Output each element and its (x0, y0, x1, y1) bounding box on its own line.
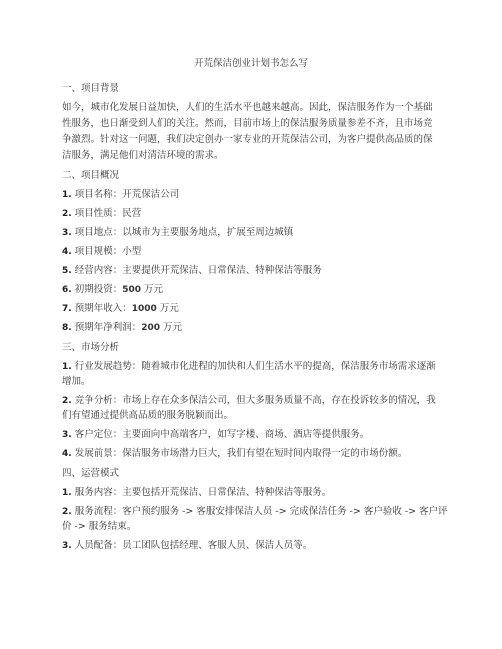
item-text: 经营内容：主要提供开荒保洁、日常保洁、特种保洁等服务 (71, 265, 322, 276)
operations-item-1 (62, 487, 442, 499)
item-number: 2. (62, 209, 72, 219)
item-unit: 万元 (160, 322, 183, 333)
overview-item-6 (62, 284, 442, 296)
item-number: 4. (62, 449, 72, 459)
item-text: 服务内容：主要包括开荒保洁、日常保洁、特种保洁等服务。 (71, 487, 332, 498)
item-text: 客户定位：主要面向中高端客户，如写字楼、商场、酒店等提供服务。 (71, 429, 370, 440)
market-item-4 (62, 448, 442, 460)
item-text: 预期年收入： (71, 303, 132, 314)
item-text: 项目性质：民营 (71, 208, 142, 219)
item-text: 服务流程：客户预约服务 -> 客服安排保洁人员 -> 完成保洁任务 -> 客户验收 -> 客户评 (71, 506, 448, 517)
item-text: 行业发展趋势：随着城市化进程的加快和人们生活水平的提高，保洁服务市场需求逐渐 (71, 361, 436, 372)
item-number: 3. (62, 228, 72, 238)
item-text: 预期年净利润： (71, 322, 142, 333)
section-heading-background: 一、项目背景 (62, 83, 120, 94)
overview-item-2 (62, 208, 442, 220)
item-value: 500 (122, 285, 142, 295)
operations-item-2-continued: 价 -> 服务结束。 (62, 521, 137, 532)
background-paragraph-line-1: 如今，城市化发展日益加快，人们的生活水平也越来越高。因此，保洁服务作为一个基础 (62, 102, 433, 113)
market-item-2 (62, 395, 442, 407)
item-number: 8. (62, 323, 72, 333)
item-number: 2. (62, 396, 72, 406)
overview-item-1 (62, 189, 442, 201)
market-item-1 (62, 361, 442, 373)
overview-item-4 (62, 246, 442, 258)
item-text: 项目规模：小型 (71, 246, 142, 257)
item-number: 2. (62, 507, 72, 517)
background-paragraph-line-3: 争激烈。针对这一问题，我们决定创办一家专业的开荒保洁公司，为客户提供高品质的保 (62, 134, 433, 145)
item-text: 初期投资： (71, 284, 123, 295)
overview-item-7 (62, 303, 442, 315)
document-title: 开荒保洁创业计划书怎么写 (193, 58, 308, 69)
operations-item-2 (62, 506, 448, 518)
item-number: 7. (62, 304, 72, 314)
item-number: 1. (62, 362, 72, 372)
item-text: 项目名称：开荒保洁公司 (71, 189, 180, 200)
item-text: 竞争分析：市场上存在众多保洁公司，但大多服务质量不高，存在投诉较多的情况，我 (71, 395, 436, 406)
market-item-1-continued: 增加。 (62, 376, 91, 387)
item-value: 200 (141, 323, 161, 333)
item-text: 人员配备：员工团队包括经理、客服人员、保洁人员等。 (71, 540, 313, 551)
market-item-3 (62, 429, 442, 441)
item-number: 5. (62, 266, 72, 276)
section-heading-market: 三、市场分析 (62, 342, 120, 353)
item-unit: 万元 (141, 284, 164, 295)
overview-item-8 (62, 322, 442, 334)
operations-item-3 (62, 540, 442, 552)
section-heading-operations: 四、运营模式 (62, 468, 120, 479)
background-paragraph-line-4: 洁服务，满足他们对清洁环境的需求。 (62, 150, 224, 161)
item-text: 项目地点：以城市为主要服务地点，扩展至周边城镇 (71, 227, 294, 238)
item-number: 3. (62, 541, 72, 551)
item-number: 6. (62, 285, 72, 295)
overview-item-5 (62, 265, 442, 277)
item-number: 1. (62, 488, 72, 498)
item-number: 3. (62, 430, 72, 440)
item-number: 4. (62, 247, 72, 257)
section-heading-overview: 二、项目概况 (62, 170, 120, 181)
background-paragraph-line-2: 性服务，也日渐受到人们的关注。然而，目前市场上的保洁服务质量参差不齐，且市场竞 (62, 118, 433, 129)
item-text: 发展前景：保洁服务市场潜力巨大，我们有望在短时间内取得一定的市场份额。 (71, 448, 408, 459)
item-number: 1. (62, 190, 72, 200)
market-item-2-continued: 们有望通过提供高品质的服务脱颖而出。 (62, 410, 234, 421)
overview-item-3 (62, 227, 442, 239)
item-unit: 万元 (156, 303, 179, 314)
item-value: 1000 (131, 304, 157, 314)
